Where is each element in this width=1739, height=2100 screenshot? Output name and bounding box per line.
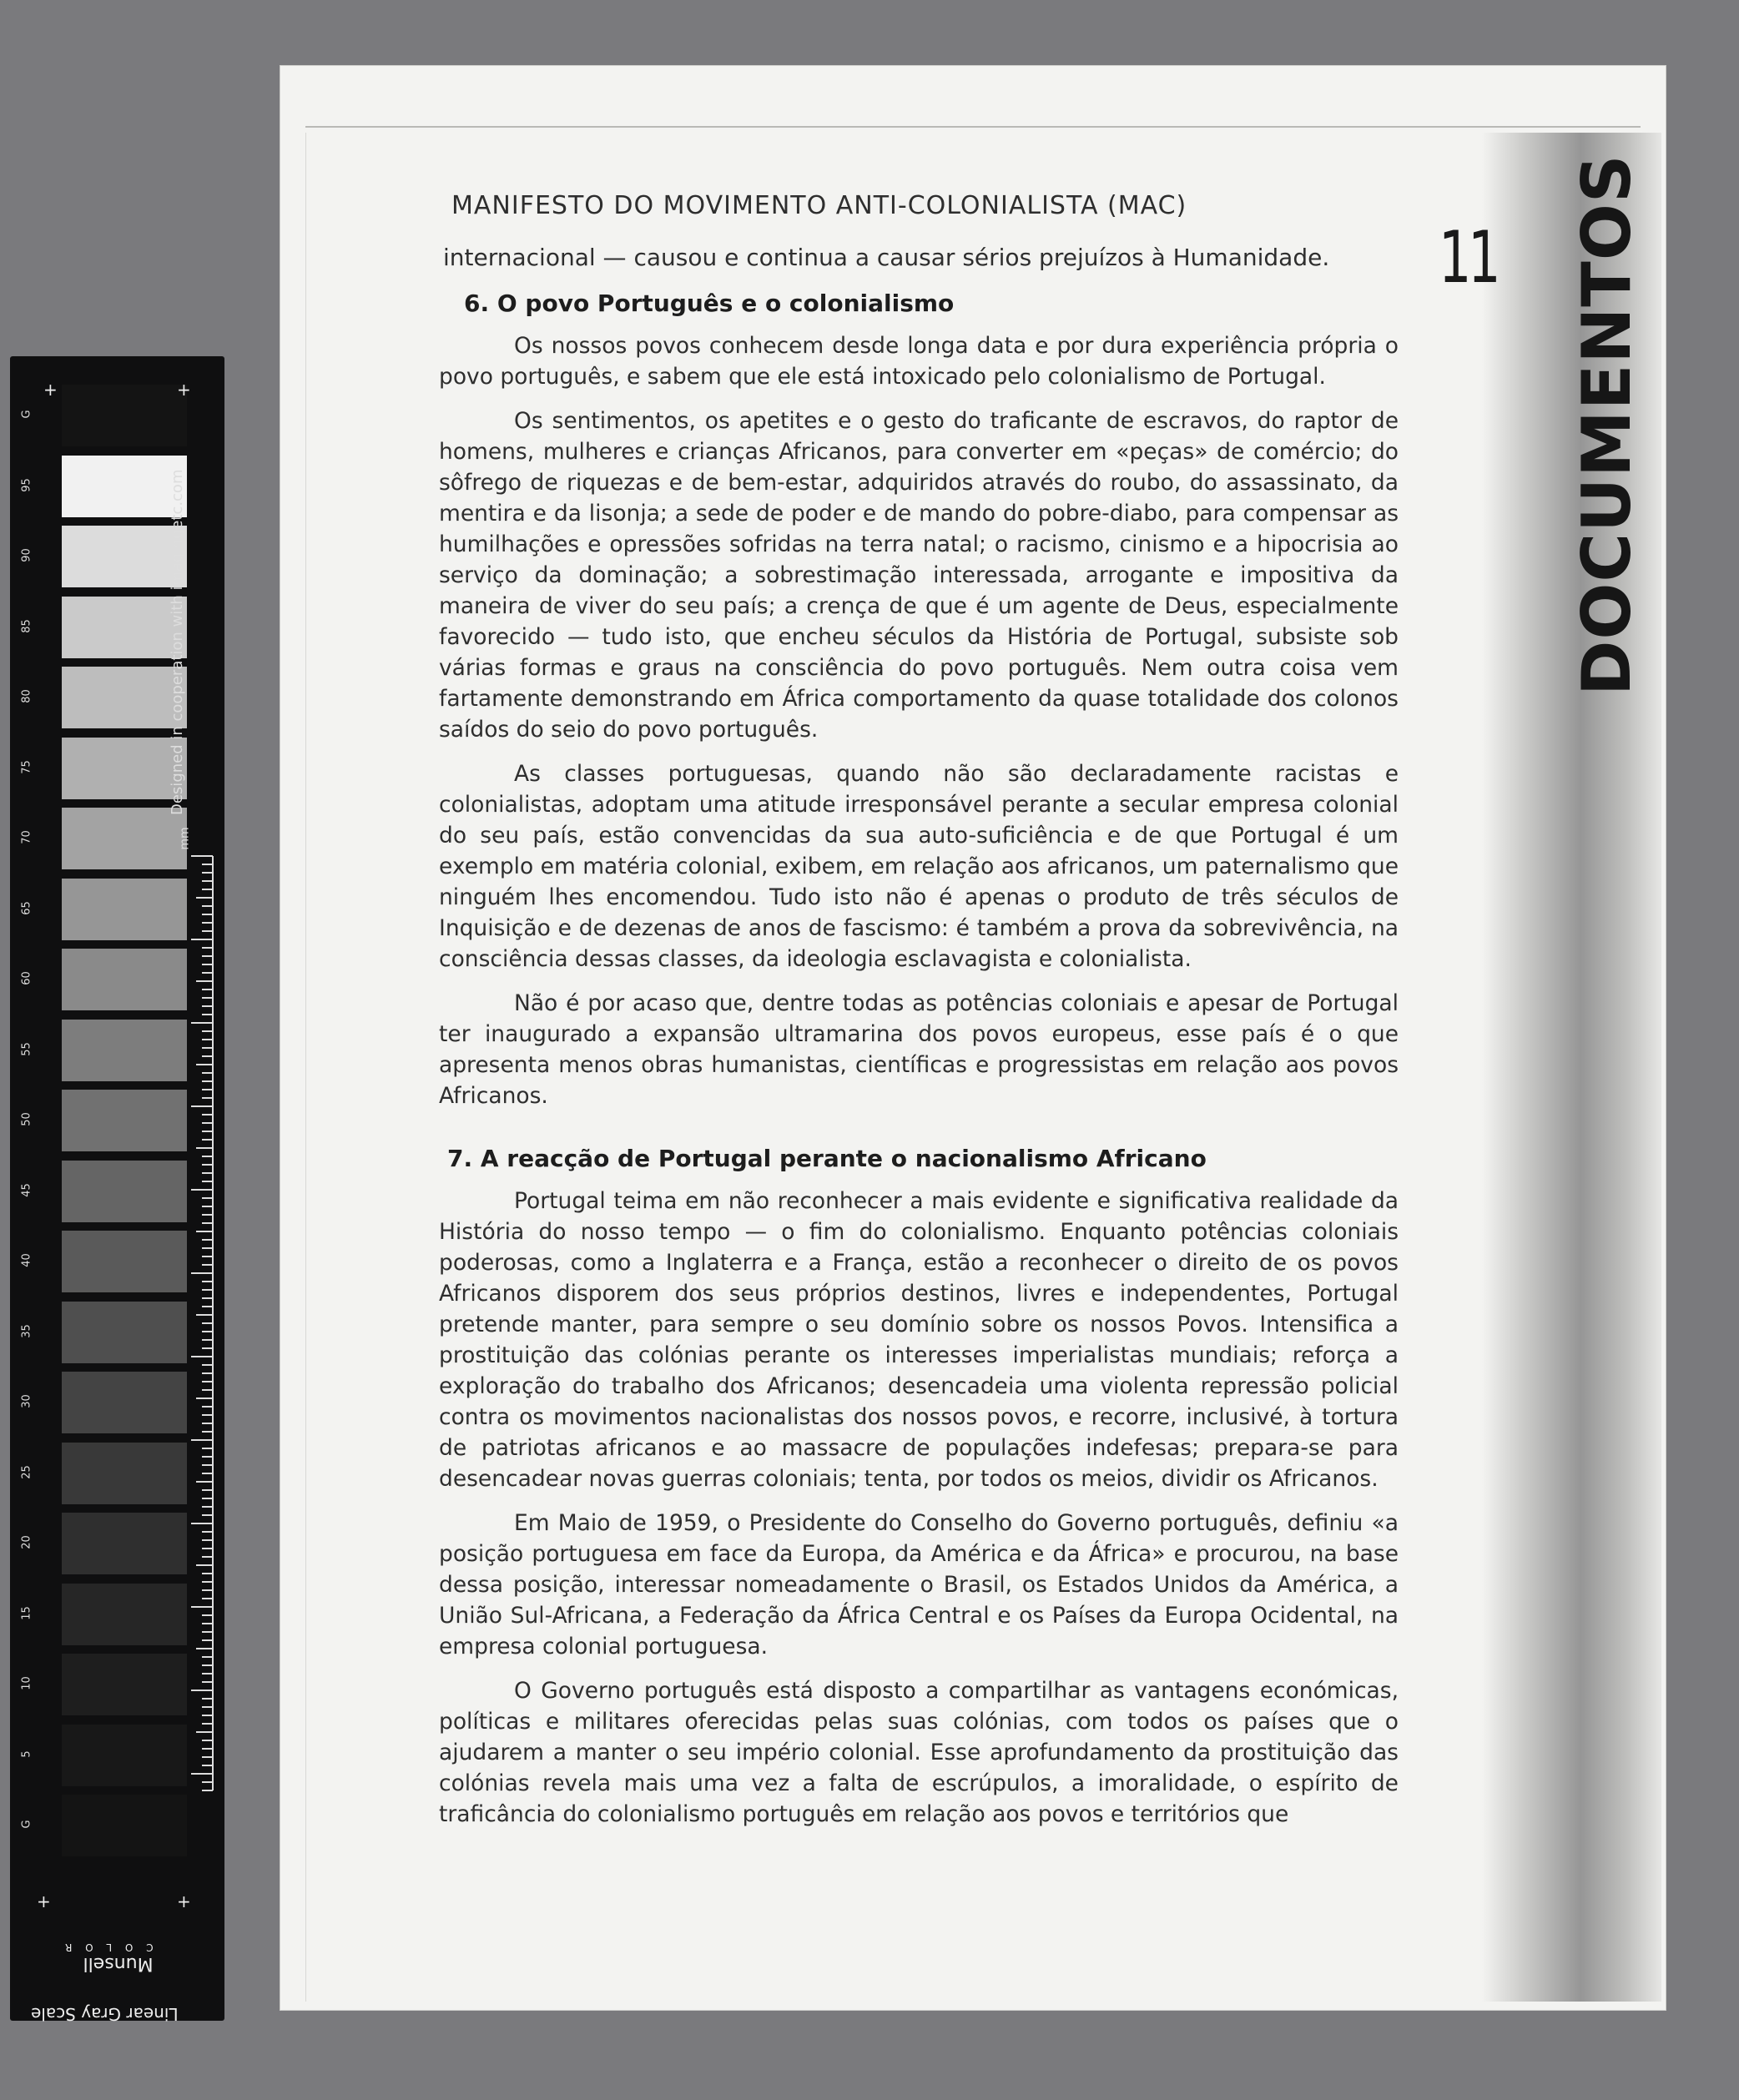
gray-patch-label: 40 <box>20 1253 33 1268</box>
gray-patch <box>62 949 187 1010</box>
gray-patch-label: 30 <box>20 1394 33 1409</box>
gray-patch-label: 50 <box>20 1112 33 1127</box>
munsell-brand <box>31 1941 179 2024</box>
section-7-title: 7. A reacção de Portugal perante o nacionalismo Africano <box>447 1145 1207 1172</box>
gray-patch-label: 55 <box>20 1041 33 1056</box>
plus-mark: + <box>37 1891 51 1911</box>
munsell-color-text: C O L O R <box>60 1941 154 1953</box>
plus-mark: + <box>177 1891 191 1911</box>
paragraph: O Governo português está disposto a compartilhar as vantagens económicas, políticas e militares oferecidas pelas suas colónias, com todos os países que o ajudarem a manter o seu império colonial. Esse aprofundamento da prostituição das colónias revela mais uma vez a falta de escrúpulos, a imoralidade, o espírito de traficância do colonialismo português em relação aos povos e territórios que <box>439 1678 1399 1827</box>
gray-patch <box>62 1231 187 1292</box>
intro-line: internacional — causou e continua a causar sérios prejuízos à Humanidade. <box>443 244 1330 271</box>
page-edge-line <box>305 133 306 2002</box>
paragraph: Não é por acaso que, dentre todas as potências coloniais e apesar de Portugal ter inaugurado a expansão ultramarina dos povos europeus, esse país é o que apresenta menos obras humanistas, científicas e progressistas em relação aos povos Africanos. <box>439 990 1399 1109</box>
paragraph: Os nossos povos conhecem desde longa data e por dura experiência própria o povo português, e sabem que ele está intoxicado pelo colonialismo de Portugal. <box>439 333 1399 390</box>
gray-patch-label: 15 <box>20 1606 33 1620</box>
paragraph: Em Maio de 1959, o Presidente do Conselho do Governo português, definiu «a posição portuguesa em face da Europa, da América e da África» e procurou, na base dessa posição, interessar nomeadamente o Brasil, os Estados Unidos da América, a União Sul-Africana, a Federação da África Central e os Países da Europa Ocidental, na empresa colonial portuguesa. <box>439 1510 1399 1659</box>
paragraph: Os sentimentos, os apetites e o gesto do traficante de escravos, do raptor de homens, mulheres e crianças Africanos, para converter em «peças» de comércio; do sôfrego de riquezas e de bem-estar, adquiridos através do roubo, do assassinato, da mentira e da lisonja; a sede de poder e de mando do pobre-diabo, para compensar as humilhações e opressões sofridas na terra natal; o racismo, cinismo e a hipocrisia ao serviço da dominação; a sobrestimação interessada, arrogante e impositiva da maneira de viver do seu país; a crença de que é um agente de Deus, especialmente favorecido — tudo isto, que encheu séculos da História de Portugal, subsiste sob várias formas e graus na consciência do povo português. Nem outra coisa vem fartamente demonstrando em África comportamento da quase totalidade dos colonos saídos do seio do povo português. <box>439 408 1399 743</box>
page-number: 11 <box>1439 216 1498 300</box>
gray-patch-label: 85 <box>20 618 33 633</box>
mm-ruler <box>189 853 214 1795</box>
gray-patch <box>62 1161 187 1222</box>
gray-patch-label: 10 <box>20 1676 33 1691</box>
section-6-title: 6. O povo Português e o colonialismo <box>464 290 955 317</box>
gray-patch-label: 20 <box>20 1535 33 1550</box>
paragraph: As classes portuguesas, quando não são declaradamente racistas e colonialistas, adoptam uma atitude irresponsável perante a secular empresa colonial do seu país, estão convencidas da sua auto-suficiência e de que Portugal é um exemplo em matéria colonial, exibem, em relação aos africanos, um paternalismo que ninguém lhes encomendou. Tudo isto não é apenas o produto de três séculos de Inquisição e de dezenas de anos de fascismo: é também a prova da sobrevivência, na consciência dessas classes, da ideologia esclavagista e colonialista. <box>439 761 1399 972</box>
plus-mark: + <box>177 380 191 400</box>
paragraph: Portugal teima em não reconhecer a mais evidente e significativa realidade da História do nosso tempo — o fim do colonialismo. Enquanto potências coloniais poderosas, como a Inglaterra e a França, estão a reconhecer o direito de os povos Africanos disporem dos seus próprios destinos, livres e independentes, Portugal pretende manter, para sempre o seu domínio sobre os nossos Povos. Intensifica a prostituição das colónias perante os interesses imperialistas mundiais; reforça a exploração do trabalho dos Africanos; desencadeia uma violenta repressão policial contra os movimentos nacionalistas dos nossos povos, e recorre, inclusivé, à tortura de patriotas africanos e ao massacre de populações indefesas; prepara-se para desencadear novas guerras coloniais; tenta, por todos os meios, dividir os Africanos. <box>439 1188 1399 1492</box>
gray-patch <box>62 1725 187 1786</box>
gray-patch-label: G <box>20 1820 33 1830</box>
page-fold-line <box>305 126 1641 128</box>
gray-patch-label: 45 <box>20 1182 33 1197</box>
designed-credit: Designed in cooperation with imagingetc.com <box>169 469 186 815</box>
munsell-logo-text: Munsell <box>83 1953 154 1974</box>
gray-patch <box>62 1584 187 1645</box>
plus-mark: + <box>43 380 58 400</box>
gray-patch-label: 25 <box>20 1465 33 1479</box>
gray-patch-label: 80 <box>20 689 33 703</box>
gray-patch-label: 95 <box>20 477 33 492</box>
gray-patch-label: 5 <box>20 1750 33 1758</box>
gray-patch <box>62 1090 187 1151</box>
gray-patch <box>62 385 187 446</box>
gray-patch <box>62 1372 187 1433</box>
gray-patch-label: 70 <box>20 830 33 844</box>
gray-patch <box>62 1513 187 1574</box>
gray-patch <box>62 808 187 869</box>
page-header: MANIFESTO DO MOVIMENTO ANTI-COLONIALISTA (MAC) <box>451 191 1187 220</box>
gray-patch-label: 60 <box>20 971 33 985</box>
gray-patch-label: 65 <box>20 900 33 915</box>
gray-patch-label: G <box>20 410 33 419</box>
gray-patch <box>62 1795 187 1856</box>
gray-patch <box>62 1443 187 1504</box>
gray-patch <box>62 879 187 940</box>
ruler-unit: mm <box>178 827 192 850</box>
page-content <box>439 191 1399 1843</box>
gray-patch <box>62 1654 187 1715</box>
gray-patch-label: 90 <box>20 548 33 562</box>
gray-scale-card <box>10 356 224 2024</box>
document-page <box>280 65 1666 2011</box>
scale-title: Linear Gray Scale <box>31 2004 179 2024</box>
gray-patch-label: 35 <box>20 1324 33 1338</box>
side-label: DOCUMENTOS <box>1568 154 1646 696</box>
gray-patch-label: 75 <box>20 759 33 774</box>
gray-patch <box>62 1020 187 1081</box>
gray-patch <box>62 1302 187 1363</box>
